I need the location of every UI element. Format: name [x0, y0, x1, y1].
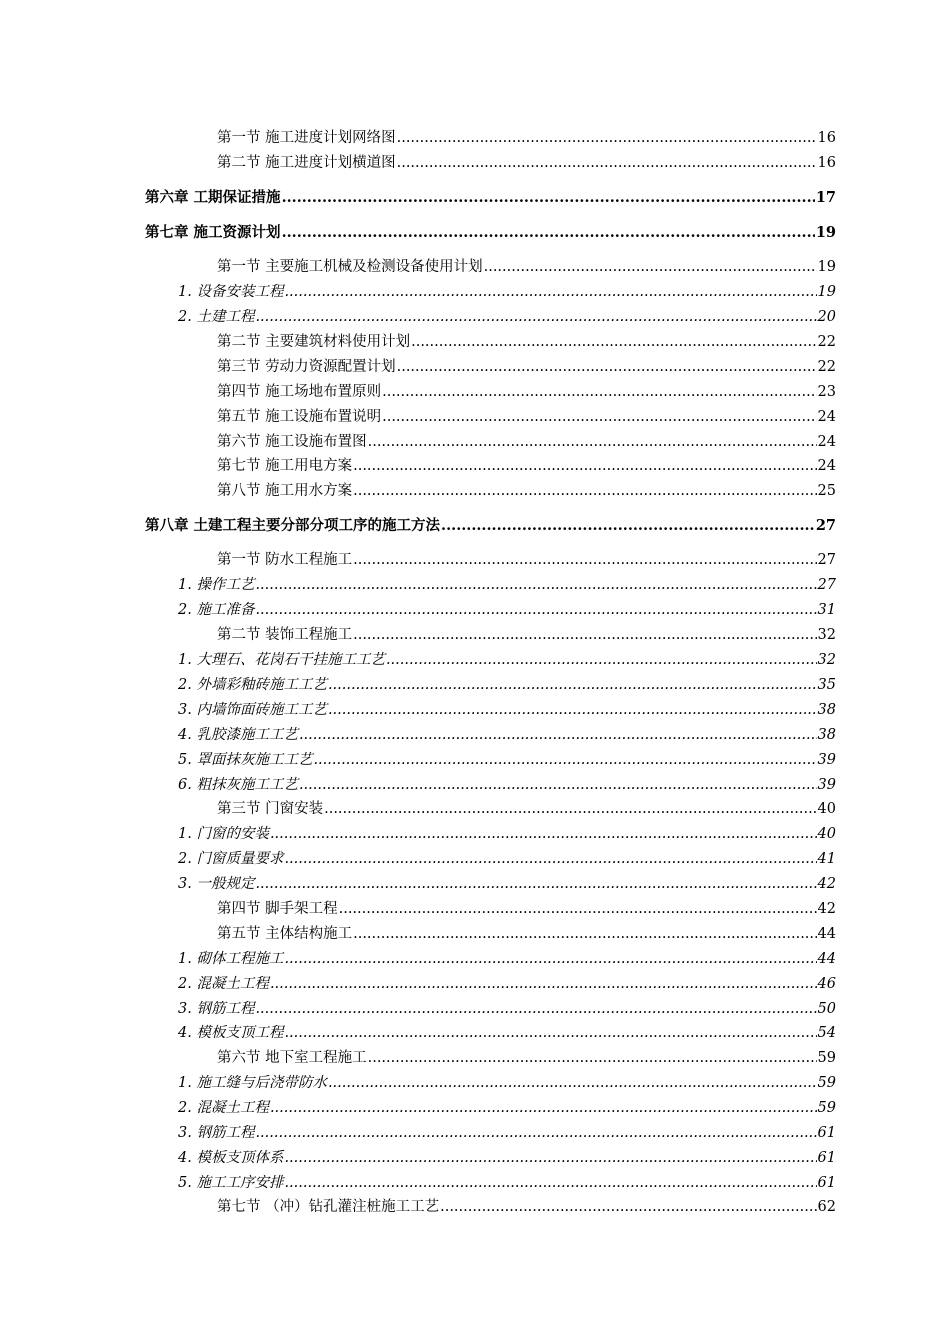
dot-leader — [255, 1123, 816, 1143]
dot-leader — [397, 357, 817, 377]
dot-leader — [328, 675, 817, 695]
dot-leader — [282, 188, 815, 208]
toc-section-entry[interactable] — [217, 257, 836, 277]
dot-leader — [255, 874, 816, 894]
toc-entry-title: 2. 混凝土工程 — [178, 1100, 269, 1116]
toc-entry-page-number: 54 — [817, 1025, 836, 1041]
toc-entry-title: 5. 罩面抹灰施工工艺 — [178, 752, 313, 768]
toc-item-entry[interactable] — [178, 1173, 836, 1193]
toc-entry-page-number: 46 — [817, 976, 836, 992]
toc-entry-page-number: 31 — [817, 602, 836, 618]
toc-entry-title: 第六节 地下室工程施工 — [217, 1050, 367, 1066]
toc-item-entry[interactable] — [178, 307, 836, 327]
toc-entry-title: 第七节 施工用电方案 — [217, 458, 353, 474]
toc-entry-page-number: 40 — [817, 826, 836, 842]
toc-entry-title: 1. 门窗的安装 — [178, 826, 269, 842]
toc-entry-page-number: 41 — [817, 851, 836, 867]
toc-entry-page-number: 39 — [817, 777, 836, 793]
dot-leader — [299, 725, 817, 745]
dot-leader — [255, 575, 816, 595]
toc-entry-title: 3. 内墙饰面砖施工工艺 — [178, 702, 327, 718]
toc-chapter-entry[interactable] — [145, 516, 836, 536]
dot-leader — [368, 432, 817, 452]
toc-item-entry[interactable] — [178, 824, 836, 844]
toc-entry-title: 4. 乳胶漆施工工艺 — [178, 727, 298, 743]
toc-entry-page-number: 38 — [817, 702, 836, 718]
toc-entry-title: 2. 门窗质量要求 — [178, 851, 284, 867]
toc-entry-page-number: 62 — [817, 1199, 836, 1215]
toc-item-entry[interactable] — [178, 600, 836, 620]
dot-leader — [328, 700, 817, 720]
toc-entry-page-number: 16 — [817, 155, 836, 171]
toc-entry-page-number: 40 — [817, 801, 836, 817]
dot-leader — [368, 1048, 817, 1068]
toc-entry-page-number: 24 — [817, 434, 836, 450]
dot-leader — [484, 257, 817, 277]
toc-entry-title: 4. 模板支顶工程 — [178, 1025, 284, 1041]
toc-entry-title: 4. 模板支顶体系 — [178, 1150, 284, 1166]
toc-item-entry[interactable] — [178, 775, 836, 795]
dot-leader — [284, 1023, 816, 1043]
toc-chapter-entry[interactable] — [145, 223, 836, 243]
toc-entry-title: 2. 外墙彩釉砖施工工艺 — [178, 677, 327, 693]
toc-entry-title: 3. 一般规定 — [178, 876, 255, 892]
toc-section-entry[interactable] — [217, 456, 836, 476]
toc-entry-page-number: 59 — [817, 1100, 836, 1116]
toc-item-entry[interactable] — [178, 974, 836, 994]
toc-entry-page-number: 35 — [817, 677, 836, 693]
toc-entry-page-number: 22 — [817, 359, 836, 375]
toc-item-entry[interactable] — [178, 575, 836, 595]
toc-item-entry[interactable] — [178, 949, 836, 969]
toc-section-entry[interactable] — [217, 799, 836, 819]
toc-item-entry[interactable] — [178, 1098, 836, 1118]
toc-entry-page-number: 16 — [817, 130, 836, 146]
toc-item-entry[interactable] — [178, 675, 836, 695]
toc-entry-title: 2. 混凝土工程 — [178, 976, 269, 992]
toc-entry-title: 第五节 主体结构施工 — [217, 926, 353, 942]
dot-leader — [313, 750, 816, 770]
dot-leader — [255, 999, 816, 1019]
toc-entry-title: 3. 钢筋工程 — [178, 1001, 255, 1017]
toc-entry-page-number: 20 — [817, 309, 836, 325]
toc-entry-page-number: 32 — [817, 652, 836, 668]
toc-section-entry[interactable] — [217, 407, 836, 427]
toc-item-entry[interactable] — [178, 750, 836, 770]
toc-entry-title: 5. 施工工序安排 — [178, 1175, 284, 1191]
toc-entry-page-number: 24 — [817, 409, 836, 425]
toc-section-entry[interactable] — [217, 625, 836, 645]
toc-section-entry[interactable] — [217, 899, 836, 919]
toc-entry-title: 1. 操作工艺 — [178, 577, 255, 593]
toc-item-entry[interactable] — [178, 1123, 836, 1143]
toc-section-entry[interactable] — [217, 1197, 836, 1217]
toc-entry-page-number: 19 — [815, 224, 836, 241]
dot-leader — [324, 799, 816, 819]
toc-entry-title: 第八章 土建工程主要分部分项工序的施工方法 — [145, 517, 441, 534]
toc-entry-title: 1. 施工缝与后浇带防水 — [178, 1075, 327, 1091]
toc-entry-page-number: 61 — [817, 1125, 836, 1141]
toc-entry-title: 2. 施工准备 — [178, 602, 255, 618]
dot-leader — [353, 456, 816, 476]
toc-entry-title: 2. 土建工程 — [178, 309, 255, 325]
dot-leader — [255, 307, 816, 327]
toc-section-entry[interactable] — [217, 153, 836, 173]
toc-chapter-entry[interactable] — [145, 188, 836, 208]
toc-entry-title: 1. 设备安装工程 — [178, 284, 284, 300]
toc-entry-title: 1. 砌体工程施工 — [178, 951, 284, 967]
toc-entry-page-number: 42 — [817, 901, 836, 917]
dot-leader — [282, 223, 815, 243]
toc-item-entry[interactable] — [178, 282, 836, 302]
dot-leader — [328, 1073, 817, 1093]
toc-entry-page-number: 50 — [817, 1001, 836, 1017]
toc-entry-title: 第三节 劳动力资源配置计划 — [217, 359, 396, 375]
dot-leader — [270, 974, 817, 994]
toc-entry-title: 第六章 工期保证措施 — [145, 189, 281, 206]
toc-entry-title: 第五节 施工设施布置说明 — [217, 409, 382, 425]
dot-leader — [339, 899, 817, 919]
toc-entry-title: 第七节 （冲）钻孔灌注桩施工工艺 — [217, 1199, 440, 1215]
dot-leader — [440, 1197, 816, 1217]
toc-entry-page-number: 44 — [817, 951, 836, 967]
toc-entry-page-number: 39 — [817, 752, 836, 768]
dot-leader — [353, 924, 816, 944]
toc-item-entry[interactable] — [178, 1023, 836, 1043]
toc-entry-page-number: 38 — [817, 727, 836, 743]
toc-entry-title: 第二节 装饰工程施工 — [217, 627, 353, 643]
toc-item-entry[interactable] — [178, 650, 836, 670]
toc-item-entry[interactable] — [178, 874, 836, 894]
dot-leader — [299, 775, 817, 795]
toc-entry-title: 第一节 主要施工机械及检测设备使用计划 — [217, 259, 483, 275]
toc-entry-title: 第一节 防水工程施工 — [217, 552, 353, 568]
dot-leader — [284, 1173, 816, 1193]
dot-leader — [382, 382, 816, 402]
toc-item-entry[interactable] — [178, 725, 836, 745]
toc-section-entry[interactable] — [217, 1048, 836, 1068]
toc-entry-title: 第四节 脚手架工程 — [217, 901, 338, 917]
dot-leader — [353, 625, 816, 645]
toc-entry-title: 第三节 门窗安装 — [217, 801, 324, 817]
toc-entry-title: 第一节 施工进度计划网络图 — [217, 130, 396, 146]
toc-section-entry[interactable] — [217, 357, 836, 377]
dot-leader — [284, 1148, 816, 1168]
toc-section-entry[interactable] — [217, 481, 836, 501]
toc-entry-page-number: 27 — [817, 577, 836, 593]
dot-leader — [353, 481, 816, 501]
toc-item-entry[interactable] — [178, 1073, 836, 1093]
dot-leader — [411, 332, 816, 352]
toc-item-entry[interactable] — [178, 999, 836, 1019]
dot-leader — [382, 407, 816, 427]
toc-entry-page-number: 17 — [815, 189, 836, 206]
toc-entry-title: 第七章 施工资源计划 — [145, 224, 281, 241]
toc-entry-title: 第二节 主要建筑材料使用计划 — [217, 334, 411, 350]
dot-leader — [441, 516, 815, 536]
dot-leader — [397, 128, 817, 148]
toc-section-entry[interactable] — [217, 924, 836, 944]
toc-section-entry[interactable] — [217, 332, 836, 352]
dot-leader — [255, 600, 816, 620]
toc-entry-page-number: 44 — [817, 926, 836, 942]
toc-item-entry[interactable] — [178, 849, 836, 869]
toc-entry-title: 3. 钢筋工程 — [178, 1125, 255, 1141]
toc-item-entry[interactable] — [178, 700, 836, 720]
toc-entry-title: 第八节 施工用水方案 — [217, 483, 353, 499]
dot-leader — [397, 153, 817, 173]
toc-entry-title: 第六节 施工设施布置图 — [217, 434, 367, 450]
toc-entry-page-number: 61 — [817, 1150, 836, 1166]
toc-entry-page-number: 32 — [817, 627, 836, 643]
dot-leader — [284, 849, 816, 869]
toc-item-entry[interactable] — [178, 1148, 836, 1168]
toc-entry-page-number: 19 — [817, 259, 836, 275]
toc-entry-page-number: 61 — [817, 1175, 836, 1191]
dot-leader — [270, 824, 817, 844]
dot-leader — [284, 949, 816, 969]
toc-entry-page-number: 42 — [817, 876, 836, 892]
toc-entry-page-number: 59 — [817, 1050, 836, 1066]
dot-leader — [284, 282, 816, 302]
toc-entry-page-number: 22 — [817, 334, 836, 350]
dot-leader — [386, 650, 817, 670]
toc-entry-page-number: 27 — [815, 517, 836, 534]
toc-section-entry[interactable] — [217, 432, 836, 452]
toc-entry-page-number: 23 — [817, 384, 836, 400]
dot-leader — [270, 1098, 817, 1118]
toc-entry-title: 第四节 施工场地布置原则 — [217, 384, 382, 400]
toc-entry-page-number: 59 — [817, 1075, 836, 1091]
toc-entry-title: 第二节 施工进度计划横道图 — [217, 155, 396, 171]
toc-entry-page-number: 19 — [817, 284, 836, 300]
toc-entry-page-number: 25 — [817, 483, 836, 499]
toc-entry-title: 1. 大理石、花岗石干挂施工工艺 — [178, 652, 385, 668]
dot-leader — [353, 550, 816, 570]
toc-section-entry[interactable] — [217, 382, 836, 402]
toc-section-entry[interactable] — [217, 128, 836, 148]
toc-section-entry[interactable] — [217, 550, 836, 570]
toc-entry-page-number: 24 — [817, 458, 836, 474]
toc-entry-title: 6. 粗抹灰施工工艺 — [178, 777, 298, 793]
toc-entry-page-number: 27 — [817, 552, 836, 568]
